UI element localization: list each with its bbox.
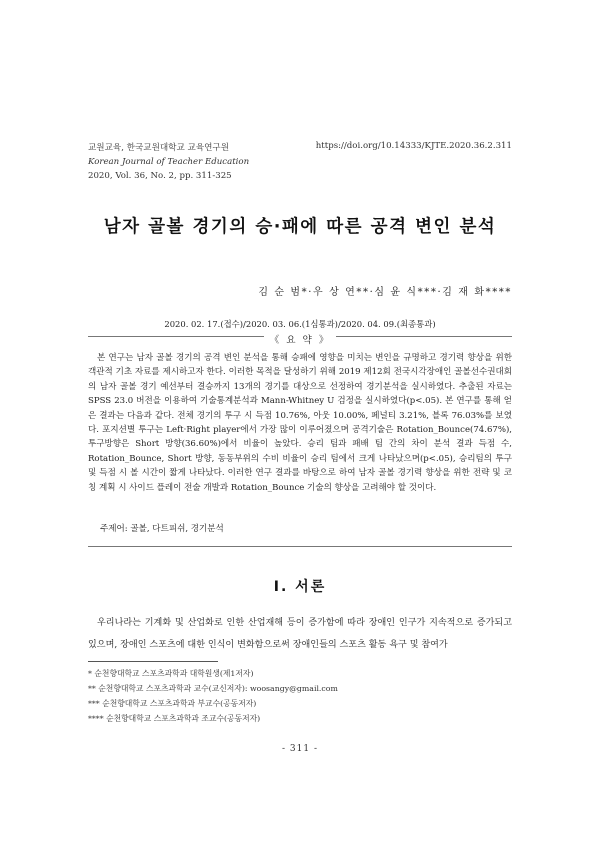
author-list: 김 순 범*·우 상 연**·심 윤 식***·김 재 화****: [258, 287, 512, 298]
footnote-item: * 순천향대학교 스포츠과학과 대학원생(제1저자): [88, 669, 254, 678]
journal-name-korean: 교원교육, 한국교원대학교 교육연구원: [88, 143, 230, 153]
doi-link[interactable]: https://doi.org/10.14333/KJTE.2020.36.2.311: [315, 141, 512, 151]
journal-header: [88, 141, 249, 183]
abstract-label-text: 《 요 약 》: [264, 335, 337, 346]
section-heading-introduction: Ⅰ. 서론: [273, 579, 327, 595]
abstract-bottom-rule: [88, 546, 512, 547]
abstract-text: 본 연구는 남자 골볼 경기의 공격 변인 분석을 통해 승패에 영향을 미치는 변인을 규명하고 경기력 향상을 위한 객관적 기초 자료를 제시하고자 한다. 이러한 목적을 달성하기 위해 2019 제12회 전국시각장애인 골볼선수권대회의 남자 골볼 경기 예선부터 결승까지 13개의 경기를 대상으로 선정하여 경기분석을 실시하였다. 추출된 자료는 SPSS 23.0 버전을 이용하여 기술통계분석과 Mann-Whitney U 검정을 실시하였다(p<.05). 본 연구를 통해 얻은 결과는 다음과 같다. 전체 경기의 투구 시 득점 10.76%, 아웃 10.00%, 페널티 3.21%, 블록 76.03%를 보였다. 포지션별 투구는 Left·Right player에서 가장 많이 이루어졌으며 공격기술은 Rotation_Bounce(74.67%), 투구방향은 Short 방향(36.60%)에서 비율이 높았다. 승리 팀과 패배 팀 간의 차이 분석 결과 득점 수, Rotation_Bounce, Short 방향, 동동부위의 수비 비율이 승리 팀에서 크게 나타났으며(p<.05), 승리팀의 투구 및 득점 시 볼 시간이 짧게 나타났다. 이러한 연구 결과를 바탕으로 하여 남자 골볼 경기력 향상을 위한 전략 및 코칭 계획 시 사이드 플레이 전술 개발과 Rotation_Bounce 기술의 향상을 고려해야 할 것이다.: [88, 353, 512, 493]
volume-info: 2020, Vol. 36, No. 2, pp. 311-325: [88, 171, 232, 181]
footnote-item: ** 순천향대학교 스포츠과학과 교수(교신저자): woosangy@gmail.com: [88, 684, 338, 693]
keywords: 주제어: 골볼, 다트피쉬, 경기분석: [100, 524, 224, 534]
review-dates: 2020. 02. 17.(접수)/2020. 03. 06.(1심통과)/2020. 04. 09.(최종통과): [164, 319, 436, 329]
paper-title: 남자 골볼 경기의 승·패에 따른 공격 변인 분석: [103, 217, 497, 237]
footnote-divider: [88, 661, 218, 662]
abstract-label: [0, 328, 600, 347]
journal-name-english: Korean Journal of Teacher Education: [88, 157, 250, 167]
footnotes: [88, 666, 338, 726]
body-paragraph: 우리나라는 기계화 및 산업화로 인한 산업재해 등이 증가함에 따라 장애인 인구가 지속적으로 증가되고 있으며, 장애인 스포츠에 대한 인식이 변화함으로써 장애인들의 스포츠 활동 욕구 및 참여가: [88, 618, 512, 650]
footnote-item: *** 순천향대학교 스포츠과학과 부교수(공동저자): [88, 699, 257, 708]
page-number: - 311 -: [282, 744, 318, 754]
footnote-item: **** 순천향대학교 스포츠과학과 조교수(공동저자): [88, 714, 261, 723]
